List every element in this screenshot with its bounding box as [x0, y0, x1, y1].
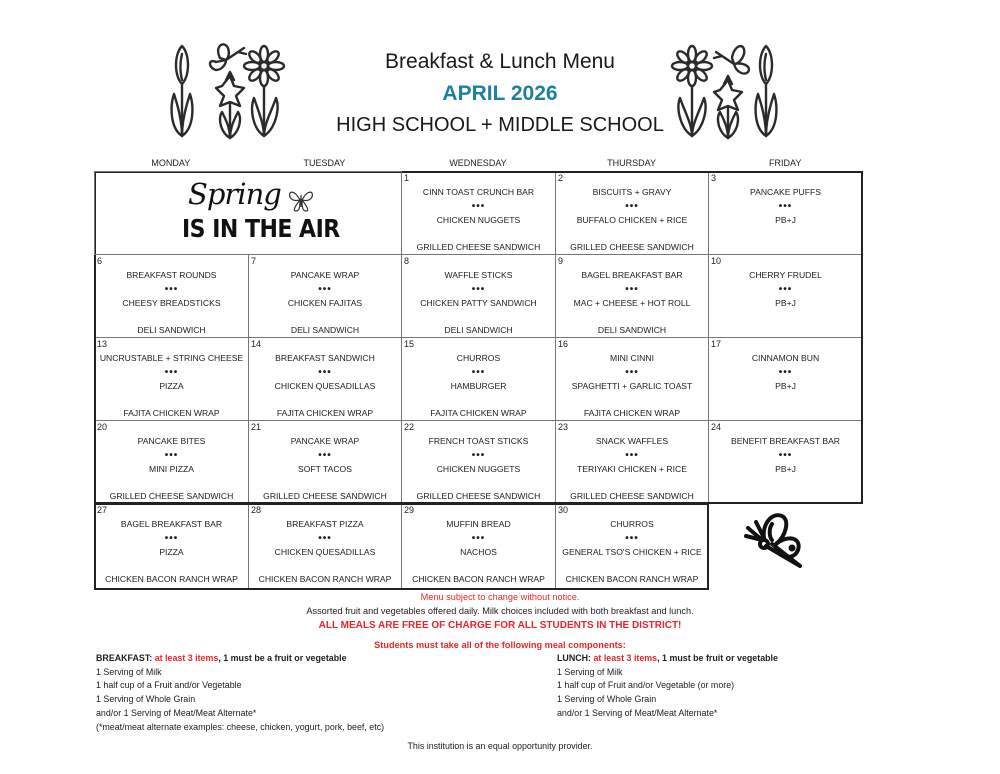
day-number: 23: [558, 422, 569, 432]
weekday-monday: MONDAY: [151, 158, 191, 168]
breakfast-item: BAGEL BREAKFAST BAR: [120, 519, 223, 529]
separator-dots: •••: [625, 533, 639, 544]
separator-dots: •••: [471, 201, 486, 212]
alternate-item: GRILLED CHEESE SANDWICH: [416, 242, 541, 252]
day-number: 29: [404, 505, 415, 515]
day-cell: [94, 337, 249, 421]
day-number: 15: [404, 339, 415, 349]
day-number: 16: [558, 339, 569, 349]
breakfast-item: CHURROS: [610, 519, 654, 529]
day-number: 21: [251, 422, 262, 432]
breakfast-item: CHERRY FRUDEL: [749, 270, 822, 280]
day-number: 27: [97, 505, 108, 515]
breakfast-item: MINI CINNI: [610, 353, 654, 363]
requirement-item: (*meat/meat alternate examples: cheese, chicken, yogurt, pork, beef, etc): [96, 721, 385, 732]
day-cell: [401, 254, 556, 338]
day-cell: [401, 503, 556, 590]
weekday-wednesday: WEDNESDAY: [449, 158, 507, 168]
breakfast-requirements: [96, 652, 384, 734]
breakfast-item: UNCRUSTABLE + STRING CHEESE: [99, 353, 244, 363]
lunch-item: PIZZA: [159, 547, 184, 557]
alternate-item: DELI SANDWICH: [137, 325, 206, 335]
requirement-item: 1 Serving of Whole Grain: [96, 694, 196, 705]
lunch-item: CHEESY BREADSTICKS: [122, 298, 221, 308]
alternate-item: FAJITA CHICKEN WRAP: [123, 408, 220, 418]
requirement-item: 1 Serving of Milk: [557, 666, 623, 677]
components-notice: Students must take all of the following meal components:: [374, 640, 626, 650]
breakfast-item: WAFFLE STICKS: [444, 270, 513, 280]
day-number: 2: [558, 173, 564, 183]
separator-dots: •••: [318, 450, 332, 461]
alternate-item: DELI SANDWICH: [290, 325, 360, 335]
lunch-item: MINI PIZZA: [149, 464, 194, 474]
alternate-item: GRILLED CHEESE SANDWICH: [570, 491, 694, 501]
spring-banner-script: Spring: [188, 177, 281, 211]
separator-dots: •••: [625, 367, 639, 378]
separator-dots: •••: [164, 284, 179, 295]
day-number: 9: [558, 256, 564, 266]
day-cell: [401, 171, 556, 255]
breakfast-item: CINN TOAST CRUNCH BAR: [422, 187, 535, 197]
day-cell: [248, 254, 402, 338]
breakfast-item: BAGEL BREAKFAST BAR: [581, 270, 683, 280]
lunch-item: CHICKEN NUGGETS: [436, 215, 521, 225]
day-number: 24: [711, 422, 722, 432]
flowers-left-icon: [168, 36, 288, 140]
lunch-item: CHICKEN FAJITAS: [287, 298, 363, 308]
lunch-requirements: [557, 652, 778, 721]
separator-dots: •••: [318, 533, 332, 544]
separator-dots: •••: [778, 201, 793, 212]
day-cell: [555, 420, 709, 504]
breakfast-item: PANCAKE WRAP: [290, 270, 360, 280]
day-cell: [555, 337, 709, 421]
lunch-item: NACHOS: [460, 547, 497, 557]
menu-title: Breakfast & Lunch Menu: [385, 50, 615, 73]
day-cell: [708, 171, 863, 255]
day-cell: [94, 503, 249, 590]
free-meals-notice: ALL MEALS ARE FREE OF CHARGE FOR ALL STUDENTS IN THE DISTRICT!: [318, 620, 682, 631]
breakfast-item: PANCAKE PUFFS: [750, 187, 821, 197]
day-cell: [94, 254, 249, 338]
banner-butterfly-icon: [286, 187, 316, 213]
separator-dots: •••: [164, 367, 179, 378]
alternate-item: GRILLED CHEESE SANDWICH: [263, 491, 387, 501]
lunch-item: GENERAL TSO'S CHICKEN + RICE: [562, 547, 702, 557]
lunch-item: SPAGHETTI + GARLIC TOAST: [571, 381, 693, 391]
day-cell: [248, 337, 402, 421]
requirement-item: 1 Serving of Milk: [96, 666, 162, 677]
day-number: 10: [711, 256, 722, 266]
day-cell: [401, 420, 556, 504]
lunch-item: HAMBURGER: [450, 381, 507, 391]
lunch-item: PB+J: [775, 215, 796, 225]
day-number: 14: [251, 339, 262, 349]
separator-dots: •••: [471, 450, 486, 461]
alternate-item: DELI SANDWICH: [597, 325, 667, 335]
separator-dots: •••: [318, 284, 332, 295]
day-cell: [555, 254, 709, 338]
lunch-item: PB+J: [775, 381, 796, 391]
separator-dots: •••: [318, 367, 332, 378]
weekday-friday: FRIDAY: [769, 158, 802, 168]
separator-dots: •••: [778, 367, 793, 378]
breakfast-item: BREAKFAST ROUNDS: [126, 270, 217, 280]
day-cell: [555, 171, 709, 255]
breakfast-item: BREAKFAST SANDWICH: [275, 353, 375, 363]
lunch-item: TERIYAKI CHICKEN + RICE: [577, 464, 687, 474]
breakfast-item: MUFFIN BREAD: [446, 519, 511, 529]
separator-dots: •••: [625, 450, 639, 461]
alternate-item: CHICKEN BACON RANCH WRAP: [565, 574, 699, 584]
assorted-notice: Assorted fruit and vegetables offered daily. Milk choices included with both breakfast and lunch.: [306, 606, 694, 616]
separator-dots: •••: [471, 533, 486, 544]
separator-dots: •••: [164, 450, 179, 461]
day-cell: [708, 420, 863, 504]
separator-dots: •••: [164, 533, 179, 544]
alternate-item: GRILLED CHEESE SANDWICH: [416, 491, 541, 501]
lunch-item: CHICKEN NUGGETS: [436, 464, 521, 474]
day-number: 3: [711, 173, 717, 183]
day-number: 30: [558, 505, 569, 515]
breakfast-item: PANCAKE BITES: [137, 436, 206, 446]
breakfast-item: PANCAKE WRAP: [290, 436, 360, 446]
alternate-item: CHICKEN BACON RANCH WRAP: [105, 574, 238, 584]
day-cell: [708, 337, 863, 421]
breakfast-item: BISCUITS + GRAVY: [592, 187, 672, 197]
alternate-item: GRILLED CHEESE SANDWICH: [570, 242, 694, 252]
menu-school: HIGH SCHOOL + MIDDLE SCHOOL: [336, 114, 664, 136]
lunch-item: SOFT TACOS: [298, 464, 352, 474]
separator-dots: •••: [471, 284, 486, 295]
day-cell: [248, 420, 402, 504]
day-number: 7: [251, 256, 257, 266]
lunch-item: MAC + CHEESE + HOT ROLL: [573, 298, 691, 308]
requirement-item: and/or 1 Serving of Meat/Meat Alternate*: [96, 707, 257, 718]
breakfast-item: FRENCH TOAST STICKS: [428, 436, 529, 446]
breakfast-item: BENEFIT BREAKFAST BAR: [730, 436, 841, 446]
requirement-item: 1 half cup of Fruit and/or Vegetable (or more): [557, 680, 735, 691]
breakfast-item: CINNAMON BUN: [751, 353, 820, 363]
day-cell: [708, 254, 863, 338]
day-number: 20: [97, 422, 108, 432]
menu-month: APRIL 2026: [442, 82, 558, 105]
weekday-tuesday: TUESDAY: [303, 158, 346, 168]
alternate-item: CHICKEN BACON RANCH WRAP: [258, 574, 392, 584]
breakfast-item: BREAKFAST PIZZA: [286, 519, 364, 529]
lunch-item: PB+J: [775, 464, 796, 474]
day-cell: [248, 503, 402, 590]
breakfast-item: SNACK WAFFLES: [595, 436, 669, 446]
requirement-item: 1 Serving of Whole Grain: [557, 694, 657, 705]
flowers-right-icon: [668, 36, 784, 140]
weekday-header-row: [94, 158, 862, 168]
lunch-item: BUFFALO CHICKEN + RICE: [576, 215, 688, 225]
butterfly-icon: [742, 510, 822, 570]
equal-opportunity-footer: This institution is an equal opportunity provider.: [407, 741, 593, 751]
lunch-requirements-heading: LUNCH: at least 3 items, 1 must be fruit or vegetable: [557, 653, 778, 663]
day-number: 22: [404, 422, 415, 432]
weekday-thursday: THURSDAY: [607, 158, 656, 168]
day-number: 17: [711, 339, 722, 349]
change-notice: Menu subject to change without notice.: [420, 592, 580, 602]
alternate-item: DELI SANDWICH: [444, 325, 513, 335]
requirement-item: 1 half cup of a Fruit and/or Vegetable: [96, 680, 242, 691]
spring-banner: [96, 173, 400, 253]
lunch-item: PB+J: [775, 298, 796, 308]
separator-dots: •••: [778, 450, 793, 461]
spring-banner-tagline: IS IN THE AIR: [182, 215, 340, 244]
alternate-item: FAJITA CHICKEN WRAP: [430, 408, 527, 418]
lunch-item: CHICKEN QUESADILLAS: [274, 381, 376, 391]
day-cell: [555, 503, 709, 590]
day-cell: [401, 337, 556, 421]
day-number: 1: [404, 173, 410, 183]
lunch-item: CHICKEN PATTY SANDWICH: [420, 298, 537, 308]
alternate-item: FAJITA CHICKEN WRAP: [276, 408, 374, 418]
requirement-item: and/or 1 Serving of Meat/Meat Alternate*: [557, 707, 718, 718]
alternate-item: CHICKEN BACON RANCH WRAP: [412, 574, 545, 584]
day-number: 28: [251, 505, 262, 515]
day-number: 8: [404, 256, 410, 266]
separator-dots: •••: [625, 284, 639, 295]
breakfast-requirements-heading: BREAKFAST: at least 3 items, 1 must be a fruit or vegetable: [96, 653, 347, 663]
lunch-item: PIZZA: [159, 381, 184, 391]
day-cell: [94, 420, 249, 504]
breakfast-item: CHURROS: [456, 353, 501, 363]
day-number: 6: [97, 256, 103, 266]
separator-dots: •••: [625, 201, 639, 212]
separator-dots: •••: [471, 367, 486, 378]
alternate-item: FAJITA CHICKEN WRAP: [583, 408, 681, 418]
separator-dots: •••: [778, 284, 793, 295]
lunch-item: CHICKEN QUESADILLAS: [274, 547, 376, 557]
day-number: 13: [97, 339, 108, 349]
alternate-item: GRILLED CHEESE SANDWICH: [109, 491, 234, 501]
